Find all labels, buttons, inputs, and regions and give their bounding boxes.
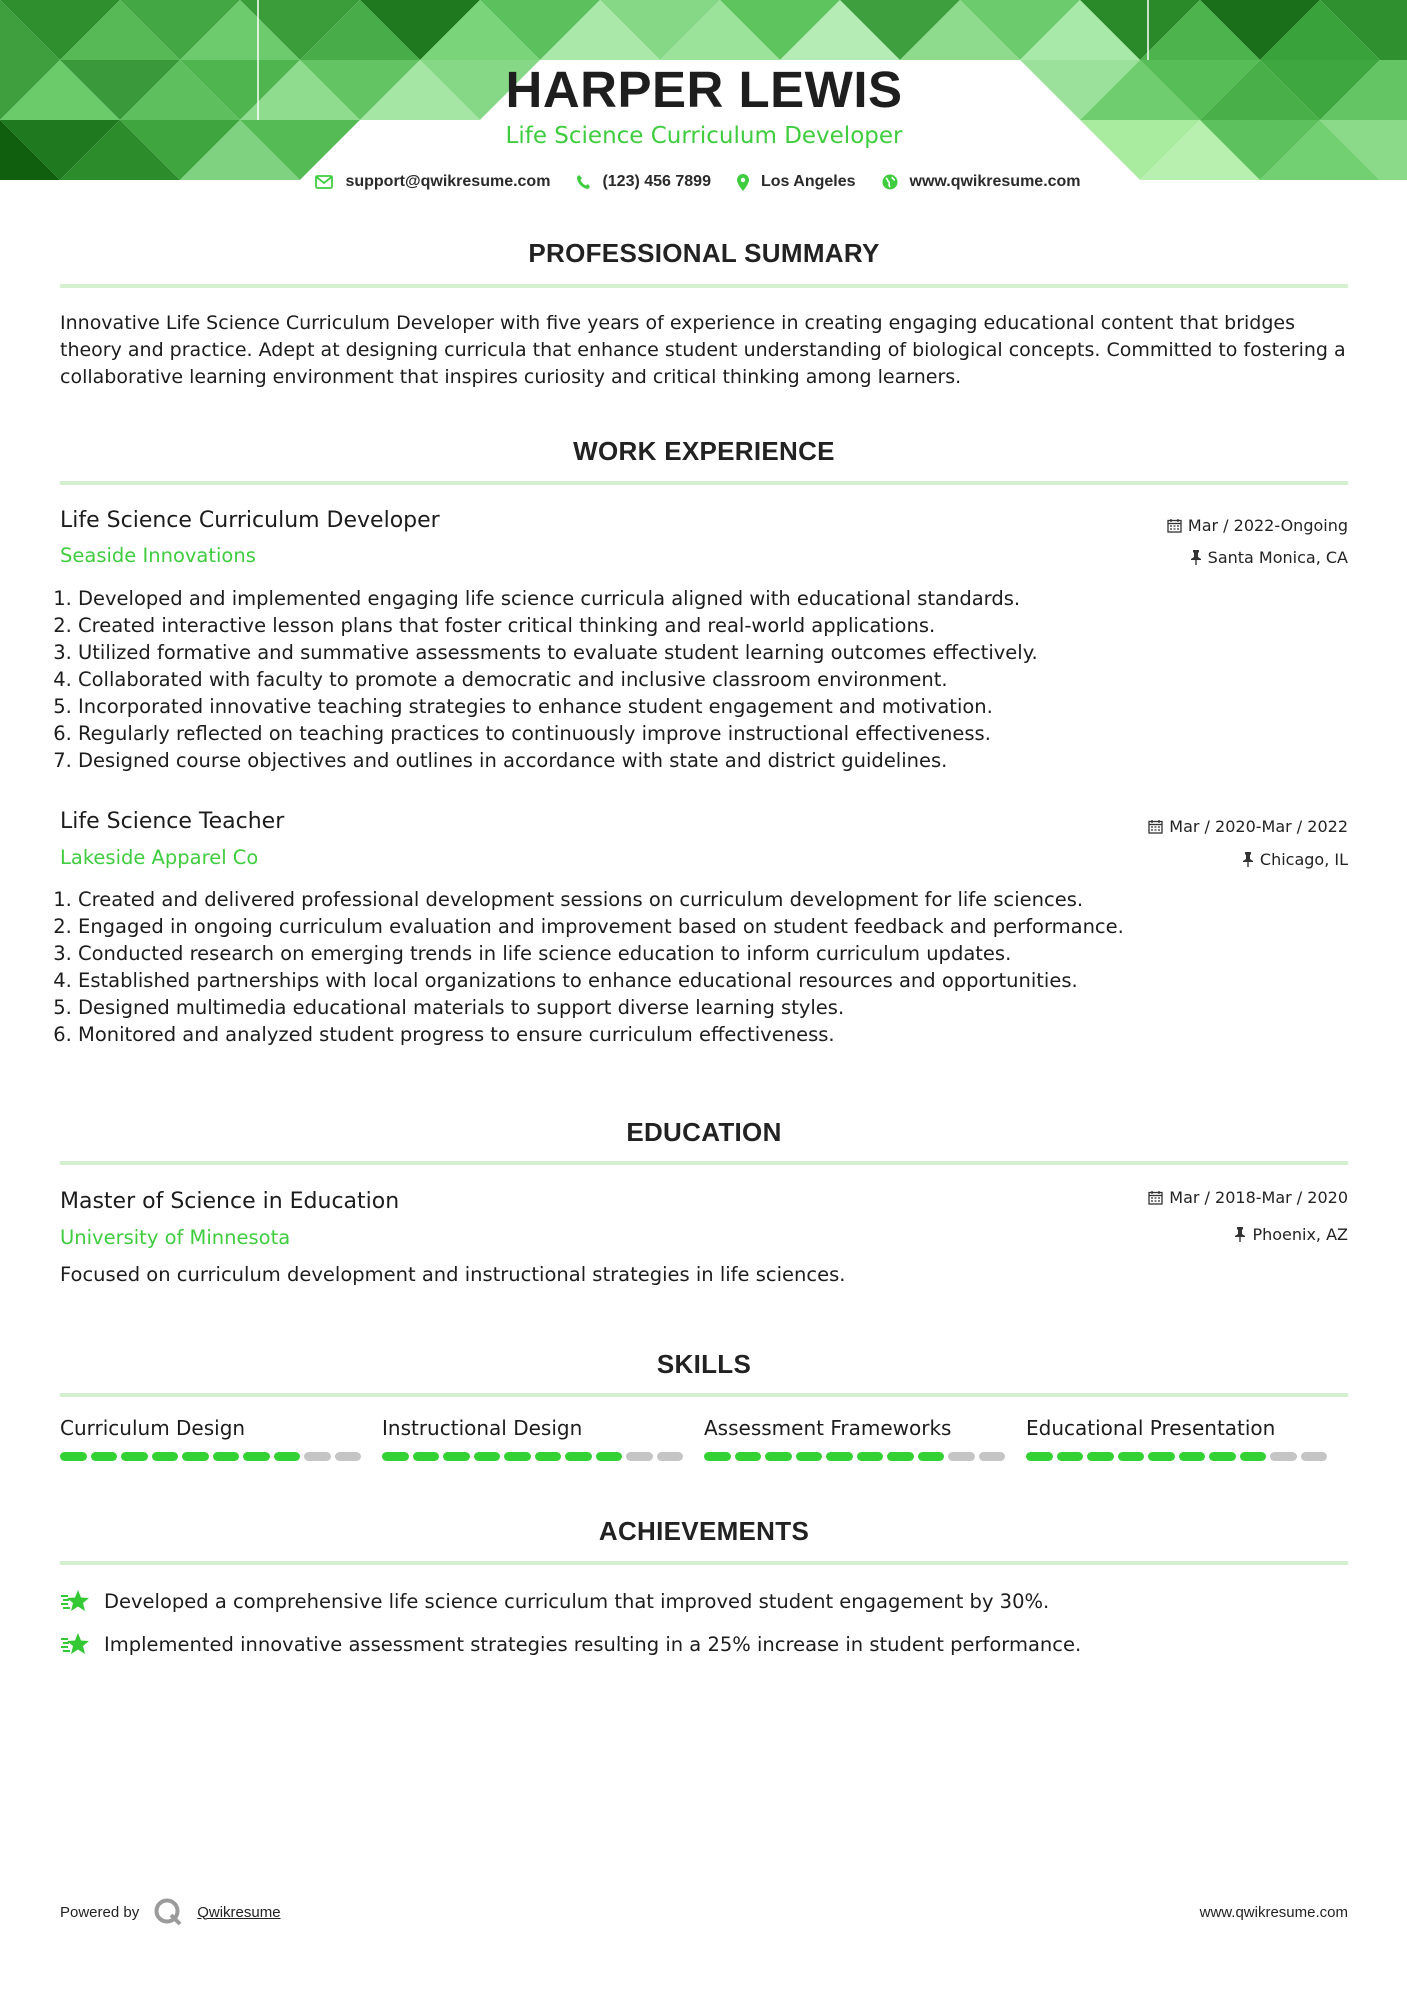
summary-divider bbox=[60, 284, 1348, 288]
skill-name: Educational Presentation bbox=[1026, 1416, 1276, 1440]
skill-segment-filled bbox=[1026, 1452, 1053, 1461]
contact-email[interactable] bbox=[315, 173, 550, 191]
job-title: Life Science Curriculum Developer bbox=[60, 508, 440, 533]
experience-divider bbox=[60, 481, 1348, 485]
education-heading: EDUCATION bbox=[626, 1117, 782, 1147]
skill-segment-empty bbox=[948, 1452, 975, 1461]
degree-title: Master of Science in Education bbox=[60, 1189, 400, 1214]
skill-level-bar bbox=[1026, 1452, 1348, 1461]
achievement-item bbox=[60, 1588, 1049, 1614]
skills-list bbox=[60, 1416, 1348, 1461]
skill-segment-filled bbox=[474, 1452, 501, 1461]
list-item: 3. Conducted research on emerging trends in life science education to inform curriculum updates. bbox=[78, 940, 1348, 967]
pushpin-icon bbox=[1234, 1227, 1246, 1242]
skill-segment-filled bbox=[1179, 1452, 1206, 1461]
map-marker-icon bbox=[737, 174, 749, 191]
skill-segment-filled bbox=[1057, 1452, 1084, 1461]
skills-heading: SKILLS bbox=[656, 1349, 752, 1379]
job-location-text: Santa Monica, CA bbox=[1207, 548, 1348, 567]
candidate-name: HARPER LEWIS bbox=[505, 61, 903, 118]
skill-segment-filled bbox=[182, 1452, 209, 1461]
skill-segment-empty bbox=[304, 1452, 331, 1461]
education-location bbox=[1234, 1225, 1348, 1244]
list-item: 5. Incorporated innovative teaching strategies to enhance student engagement and motivation. bbox=[78, 693, 1348, 720]
phone-text: (123) 456 7899 bbox=[602, 173, 711, 190]
skill-segment-filled bbox=[243, 1452, 270, 1461]
skill-segment-filled bbox=[596, 1452, 623, 1461]
skill-segment-filled bbox=[535, 1452, 562, 1461]
job-dates-text: Mar / 2022-Ongoing bbox=[1187, 516, 1348, 535]
skill-segment-filled bbox=[887, 1452, 914, 1461]
job-responsibilities bbox=[60, 585, 1348, 774]
candidate-role: Life Science Curriculum Developer bbox=[505, 123, 903, 149]
summary-text: Innovative Life Science Curriculum Developer with five years of experience in creating engaging educational content that bridges theory and practice. Adept at designing curricula that enhance student understanding of biological concepts. Committed to fostering a collaborative learning environment that inspires curiosity and critical thinking among learners. bbox=[60, 312, 1346, 388]
skill-segment-filled bbox=[152, 1452, 179, 1461]
calendar-icon bbox=[1148, 1190, 1163, 1205]
list-item: 1. Created and delivered professional development sessions on curriculum development for life sciences. bbox=[78, 886, 1348, 913]
skill-name: Instructional Design bbox=[382, 1416, 583, 1440]
skill-segment-empty bbox=[979, 1452, 1006, 1461]
list-item: 2. Engaged in ongoing curriculum evaluation and improvement based on student feedback and performance. bbox=[78, 913, 1348, 940]
achievements-divider bbox=[60, 1561, 1348, 1565]
education-dates-text: Mar / 2018-Mar / 2020 bbox=[1169, 1188, 1348, 1207]
powered-by-label: Powered by bbox=[60, 1903, 140, 1921]
skill-segment-filled bbox=[565, 1452, 592, 1461]
skill-segment-filled bbox=[796, 1452, 823, 1461]
skill-item bbox=[60, 1416, 382, 1461]
skill-segment-filled bbox=[857, 1452, 884, 1461]
job-title: Life Science Teacher bbox=[60, 809, 285, 834]
pushpin-icon bbox=[1190, 550, 1202, 565]
skill-segment-filled bbox=[443, 1452, 470, 1461]
skill-segment-empty bbox=[657, 1452, 684, 1461]
contact-phone[interactable] bbox=[576, 173, 711, 191]
school-name: University of Minnesota bbox=[60, 1226, 291, 1249]
skill-segment-filled bbox=[1209, 1452, 1236, 1461]
skill-segment-empty bbox=[1301, 1452, 1328, 1461]
footer-website[interactable]: www.qwikresume.com bbox=[1199, 1904, 1348, 1921]
skill-item bbox=[704, 1416, 1026, 1461]
skill-segment-filled bbox=[1118, 1452, 1145, 1461]
pushpin-icon bbox=[1242, 852, 1254, 867]
skill-level-bar bbox=[382, 1452, 704, 1461]
skill-name: Curriculum Design bbox=[60, 1416, 246, 1440]
skill-level-bar bbox=[60, 1452, 382, 1461]
contact-location bbox=[737, 173, 856, 191]
skill-segment-filled bbox=[735, 1452, 762, 1461]
achievements-heading: ACHIEVEMENTS bbox=[598, 1516, 810, 1546]
list-item: 3. Utilized formative and summative assessments to evaluate student learning outcomes effectively. bbox=[78, 639, 1348, 666]
skill-segment-filled bbox=[60, 1452, 87, 1461]
skill-level-bar bbox=[704, 1452, 1026, 1461]
skill-segment-filled bbox=[918, 1452, 945, 1461]
skill-segment-empty bbox=[1270, 1452, 1297, 1461]
skill-segment-filled bbox=[826, 1452, 853, 1461]
list-item: 6. Regularly reflected on teaching practices to continuously improve instructional effectiveness. bbox=[78, 720, 1348, 747]
globe-icon bbox=[882, 174, 898, 190]
skill-segment-filled bbox=[1240, 1452, 1267, 1461]
company-name: Seaside Innovations bbox=[60, 544, 256, 567]
skill-segment-filled bbox=[1087, 1452, 1114, 1461]
education-divider bbox=[60, 1161, 1348, 1165]
footer-powered-by bbox=[60, 1897, 281, 1927]
skill-segment-filled bbox=[504, 1452, 531, 1461]
skill-segment-filled bbox=[765, 1452, 792, 1461]
experience-heading: WORK EXPERIENCE bbox=[573, 436, 835, 466]
list-item: 4. Collaborated with faculty to promote a democratic and inclusive classroom environment. bbox=[78, 666, 1348, 693]
job-dates bbox=[1148, 817, 1348, 836]
job-dates bbox=[1167, 516, 1348, 535]
job-location bbox=[1190, 548, 1348, 567]
envelope-icon bbox=[315, 175, 333, 189]
contact-bar bbox=[60, 173, 1348, 191]
job-responsibilities bbox=[60, 886, 1348, 1048]
education-dates bbox=[1148, 1188, 1348, 1207]
education-description: Focused on curriculum development and instructional strategies in life sciences. bbox=[60, 1263, 846, 1286]
calendar-icon bbox=[1167, 518, 1182, 533]
list-item: 1. Developed and implemented engaging life science curricula aligned with educational standards. bbox=[78, 585, 1348, 612]
skills-divider bbox=[60, 1393, 1348, 1397]
website-text: www.qwikresume.com bbox=[909, 173, 1081, 190]
job-location-text: Chicago, IL bbox=[1259, 850, 1348, 869]
skill-item bbox=[382, 1416, 704, 1461]
list-item: 6. Monitored and analyzed student progress to ensure curriculum effectiveness. bbox=[78, 1021, 1348, 1048]
list-item: 7. Designed course objectives and outlines in accordance with state and district guidelines. bbox=[78, 747, 1348, 774]
skill-segment-filled bbox=[91, 1452, 118, 1461]
skill-segment-filled bbox=[213, 1452, 240, 1461]
achievement-text: Implemented innovative assessment strategies resulting in a 25% increase in student performance. bbox=[104, 1632, 1082, 1656]
job-dates-text: Mar / 2020-Mar / 2022 bbox=[1169, 817, 1348, 836]
skill-segment-empty bbox=[626, 1452, 653, 1461]
skill-segment-filled bbox=[382, 1452, 409, 1461]
phone-icon bbox=[576, 174, 590, 190]
star-icon bbox=[60, 1631, 92, 1657]
skill-segment-empty bbox=[335, 1452, 362, 1461]
list-item: 4. Established partnerships with local organizations to enhance educational resources and opportunities. bbox=[78, 967, 1348, 994]
skill-segment-filled bbox=[121, 1452, 148, 1461]
list-item: 2. Created interactive lesson plans that foster critical thinking and real-world applications. bbox=[78, 612, 1348, 639]
skill-segment-filled bbox=[413, 1452, 440, 1461]
summary-heading: PROFESSIONAL SUMMARY bbox=[528, 238, 880, 268]
list-item: 5. Designed multimedia educational materials to support diverse learning styles. bbox=[78, 994, 1348, 1021]
education-location-text: Phoenix, AZ bbox=[1252, 1225, 1348, 1244]
contact-website[interactable] bbox=[882, 173, 1081, 191]
skill-segment-filled bbox=[1148, 1452, 1175, 1461]
skill-item bbox=[1026, 1416, 1348, 1461]
qwikresume-link[interactable]: Qwikresume bbox=[197, 1903, 281, 1921]
company-name: Lakeside Apparel Co bbox=[60, 846, 259, 869]
skill-segment-filled bbox=[704, 1452, 731, 1461]
skill-name: Assessment Frameworks bbox=[704, 1416, 952, 1440]
achievement-text: Developed a comprehensive life science curriculum that improved student engagement by 30%. bbox=[104, 1589, 1050, 1613]
qwikresume-logo-icon bbox=[153, 1897, 183, 1927]
achievement-item bbox=[60, 1631, 1081, 1657]
email-text: support@qwikresume.com bbox=[345, 173, 551, 190]
calendar-icon bbox=[1148, 819, 1163, 834]
star-icon bbox=[60, 1588, 92, 1614]
location-text: Los Angeles bbox=[760, 173, 856, 190]
job-location bbox=[1242, 850, 1348, 869]
skill-segment-filled bbox=[274, 1452, 301, 1461]
